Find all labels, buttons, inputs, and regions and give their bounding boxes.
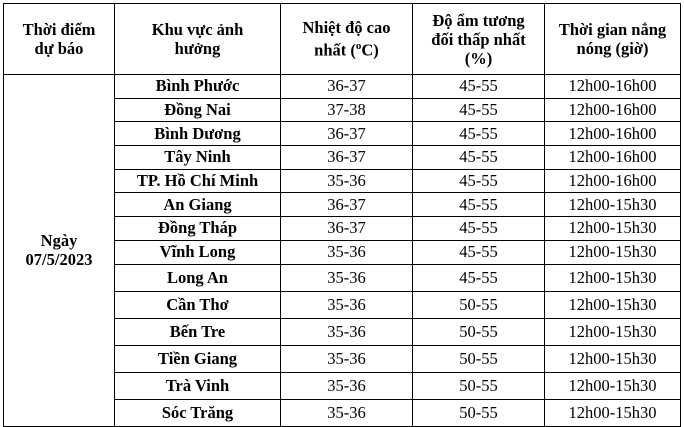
region-cell: Trà Vinh <box>115 372 281 399</box>
temp-cell: 35-36 <box>281 264 413 291</box>
header-sun-hours <box>545 4 681 75</box>
temp-cell: 36-37 <box>281 75 413 99</box>
hours-cell: 12h00-16h00 <box>545 122 681 146</box>
humidity-cell: 45-55 <box>413 122 545 146</box>
hours-cell: 12h00-15h30 <box>545 291 681 318</box>
header-min-humidity <box>413 4 545 75</box>
forecast-date-label: Ngày <box>40 231 78 251</box>
temp-cell: 35-36 <box>281 291 413 318</box>
hours-cell: 12h00-15h30 <box>545 399 681 426</box>
header-min-humidity-line1: Độ ẩm tương <box>432 10 525 30</box>
hours-cell: 12h00-15h30 <box>545 240 681 264</box>
humidity-cell: 50-55 <box>413 291 545 318</box>
humidity-cell: 45-55 <box>413 75 545 99</box>
region-cell: TP. Hồ Chí Minh <box>115 169 281 193</box>
region-cell: Long An <box>115 264 281 291</box>
region-cell: Tây Ninh <box>115 146 281 170</box>
region-cell: Bến Tre <box>115 318 281 345</box>
header-max-temperature <box>281 4 413 75</box>
temp-cell: 36-37 <box>281 193 413 217</box>
header-affected-region <box>115 4 281 75</box>
humidity-cell: 50-55 <box>413 318 545 345</box>
temp-cell: 36-37 <box>281 217 413 241</box>
temp-cell: 36-37 <box>281 146 413 170</box>
header-max-temperature-line2b: C) <box>361 40 379 60</box>
header-forecast-time <box>4 4 115 75</box>
region-cell: Cần Thơ <box>115 291 281 318</box>
hours-cell: 12h00-15h30 <box>545 264 681 291</box>
hours-cell: 12h00-16h00 <box>545 98 681 122</box>
hours-cell: 12h00-16h00 <box>545 75 681 99</box>
humidity-cell: 45-55 <box>413 240 545 264</box>
region-cell: Đồng Tháp <box>115 217 281 241</box>
hours-cell: 12h00-15h30 <box>545 345 681 372</box>
header-max-temperature-line2a: nhất ( <box>314 40 356 60</box>
table-row <box>4 75 681 99</box>
temp-cell: 35-36 <box>281 345 413 372</box>
header-forecast-time-line2: dự báo <box>34 39 84 58</box>
humidity-cell: 45-55 <box>413 264 545 291</box>
forecast-table-wrapper <box>3 3 681 427</box>
humidity-cell: 45-55 <box>413 193 545 217</box>
temp-cell: 37-38 <box>281 98 413 122</box>
header-sun-hours-line1: Thời gian nắng <box>558 20 667 39</box>
region-cell: Đồng Nai <box>115 98 281 122</box>
heat-forecast-table <box>3 3 681 427</box>
region-cell: Sóc Trăng <box>115 399 281 426</box>
temp-cell: 35-36 <box>281 372 413 399</box>
temp-cell: 35-36 <box>281 240 413 264</box>
humidity-cell: 50-55 <box>413 345 545 372</box>
region-cell: Vĩnh Long <box>115 240 281 264</box>
header-affected-region-line2: hưởng <box>174 39 221 58</box>
header-min-humidity-line3: (%) <box>464 48 493 68</box>
hours-cell: 12h00-15h30 <box>545 217 681 241</box>
header-forecast-time-line1: Thời điểm <box>22 20 96 39</box>
header-min-humidity-line2: đối thấp nhất <box>431 29 526 49</box>
hours-cell: 12h00-16h00 <box>545 169 681 193</box>
humidity-cell: 45-55 <box>413 146 545 170</box>
temp-cell: 36-37 <box>281 122 413 146</box>
temp-cell: 35-36 <box>281 169 413 193</box>
humidity-cell: 50-55 <box>413 372 545 399</box>
humidity-cell: 45-55 <box>413 169 545 193</box>
hours-cell: 12h00-15h30 <box>545 318 681 345</box>
header-sun-hours-line2: nóng (giờ) <box>576 39 649 58</box>
region-cell: An Giang <box>115 193 281 217</box>
forecast-date-value: 07/5/2023 <box>25 250 93 270</box>
region-cell: Bình Phước <box>115 75 281 99</box>
hours-cell: 12h00-15h30 <box>545 193 681 217</box>
region-cell: Tiền Giang <box>115 345 281 372</box>
header-degree-superscript: o <box>355 40 362 53</box>
humidity-cell: 50-55 <box>413 399 545 426</box>
temp-cell: 35-36 <box>281 318 413 345</box>
forecast-date-cell <box>4 75 115 427</box>
hours-cell: 12h00-15h30 <box>545 372 681 399</box>
region-cell: Bình Dương <box>115 122 281 146</box>
header-max-temperature-line1: Nhiệt độ cao <box>302 18 391 38</box>
humidity-cell: 45-55 <box>413 217 545 241</box>
header-row <box>4 4 681 75</box>
humidity-cell: 45-55 <box>413 98 545 122</box>
header-affected-region-line1: Khu vực ảnh <box>151 20 244 39</box>
hours-cell: 12h00-16h00 <box>545 146 681 170</box>
temp-cell: 35-36 <box>281 399 413 426</box>
